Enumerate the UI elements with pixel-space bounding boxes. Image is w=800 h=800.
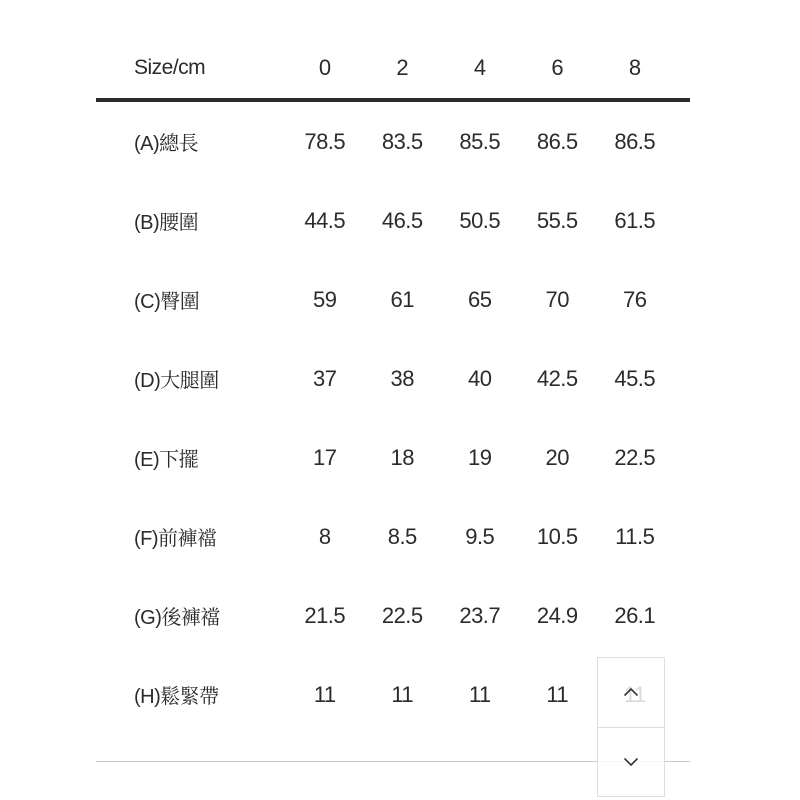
table-cell: 11 <box>391 681 414 707</box>
scroll-controls <box>597 657 665 797</box>
table-cell: 11.5 <box>615 523 655 549</box>
table-cell: 9.5 <box>465 523 495 549</box>
table-cell: 21.5 <box>304 602 346 628</box>
table-header-row <box>96 38 690 102</box>
chevron-down-icon <box>621 752 641 772</box>
table-row <box>96 102 690 181</box>
table-row <box>96 418 690 497</box>
header-label: Size/cm <box>134 56 206 79</box>
table-cell: 78.5 <box>304 128 346 154</box>
table-cell: 20 <box>545 444 569 470</box>
table-cell: 65 <box>468 286 492 312</box>
table-cell: 61.5 <box>614 207 656 233</box>
table-cell: 55.5 <box>536 207 578 233</box>
table-cell: 76 <box>623 286 647 312</box>
header-size-4: 4 <box>473 55 486 80</box>
table-cell: 11 <box>546 681 569 707</box>
table-cell: 59 <box>313 286 337 312</box>
chevron-up-icon <box>621 682 641 702</box>
table-cell: 45.5 <box>614 365 656 391</box>
row-label: (E)下擺 <box>134 449 199 471</box>
table-cell: 86.5 <box>614 128 656 154</box>
row-label: (C)臀圍 <box>134 291 200 313</box>
row-label: (H)鬆緊帶 <box>134 686 219 708</box>
table-cell: 11 <box>313 681 336 707</box>
table-row <box>96 497 690 576</box>
table-cell: 83.5 <box>381 128 423 154</box>
table-cell: 24.9 <box>536 602 578 628</box>
table-cell: 61 <box>390 286 414 312</box>
header-size-2: 2 <box>396 55 409 80</box>
scroll-up-button[interactable] <box>598 658 664 727</box>
table-cell: 23.7 <box>459 602 501 628</box>
table-cell: 50.5 <box>459 207 501 233</box>
table-cell: 8.5 <box>387 523 417 549</box>
table-row <box>96 339 690 418</box>
table-cell: 70 <box>545 286 569 312</box>
row-label: (F)前褲襠 <box>134 528 217 550</box>
header-size-8: 8 <box>628 55 641 80</box>
header-size-6: 6 <box>551 55 564 80</box>
table-cell: 26.1 <box>614 602 656 628</box>
table-cell: 46.5 <box>381 207 423 233</box>
scroll-down-button[interactable] <box>598 727 664 797</box>
table-cell: 85.5 <box>459 128 501 154</box>
row-label: (G)後褲襠 <box>134 607 220 629</box>
table-cell: 10.5 <box>536 523 578 549</box>
table-cell: 8 <box>318 523 331 549</box>
table-row <box>96 576 690 655</box>
table-cell: 42.5 <box>536 365 578 391</box>
table-cell: 44.5 <box>304 207 346 233</box>
table-cell: 22.5 <box>381 602 423 628</box>
header-size-0: 0 <box>318 55 331 80</box>
table-cell: 38 <box>390 365 414 391</box>
table-row <box>96 260 690 339</box>
table-cell: 19 <box>468 444 492 470</box>
row-label: (A)總長 <box>134 133 199 155</box>
table-cell: 22.5 <box>614 444 656 470</box>
row-label: (D)大腿圍 <box>134 370 219 392</box>
table-cell: 17 <box>313 444 337 470</box>
row-label: (B)腰圍 <box>134 212 199 234</box>
size-chart-table <box>96 38 690 734</box>
table-cell: 11 <box>468 681 491 707</box>
table-cell: 37 <box>313 365 337 391</box>
table-row <box>96 181 690 260</box>
table-cell: 86.5 <box>536 128 578 154</box>
table-cell: 18 <box>390 444 414 470</box>
table-cell: 40 <box>468 365 492 391</box>
